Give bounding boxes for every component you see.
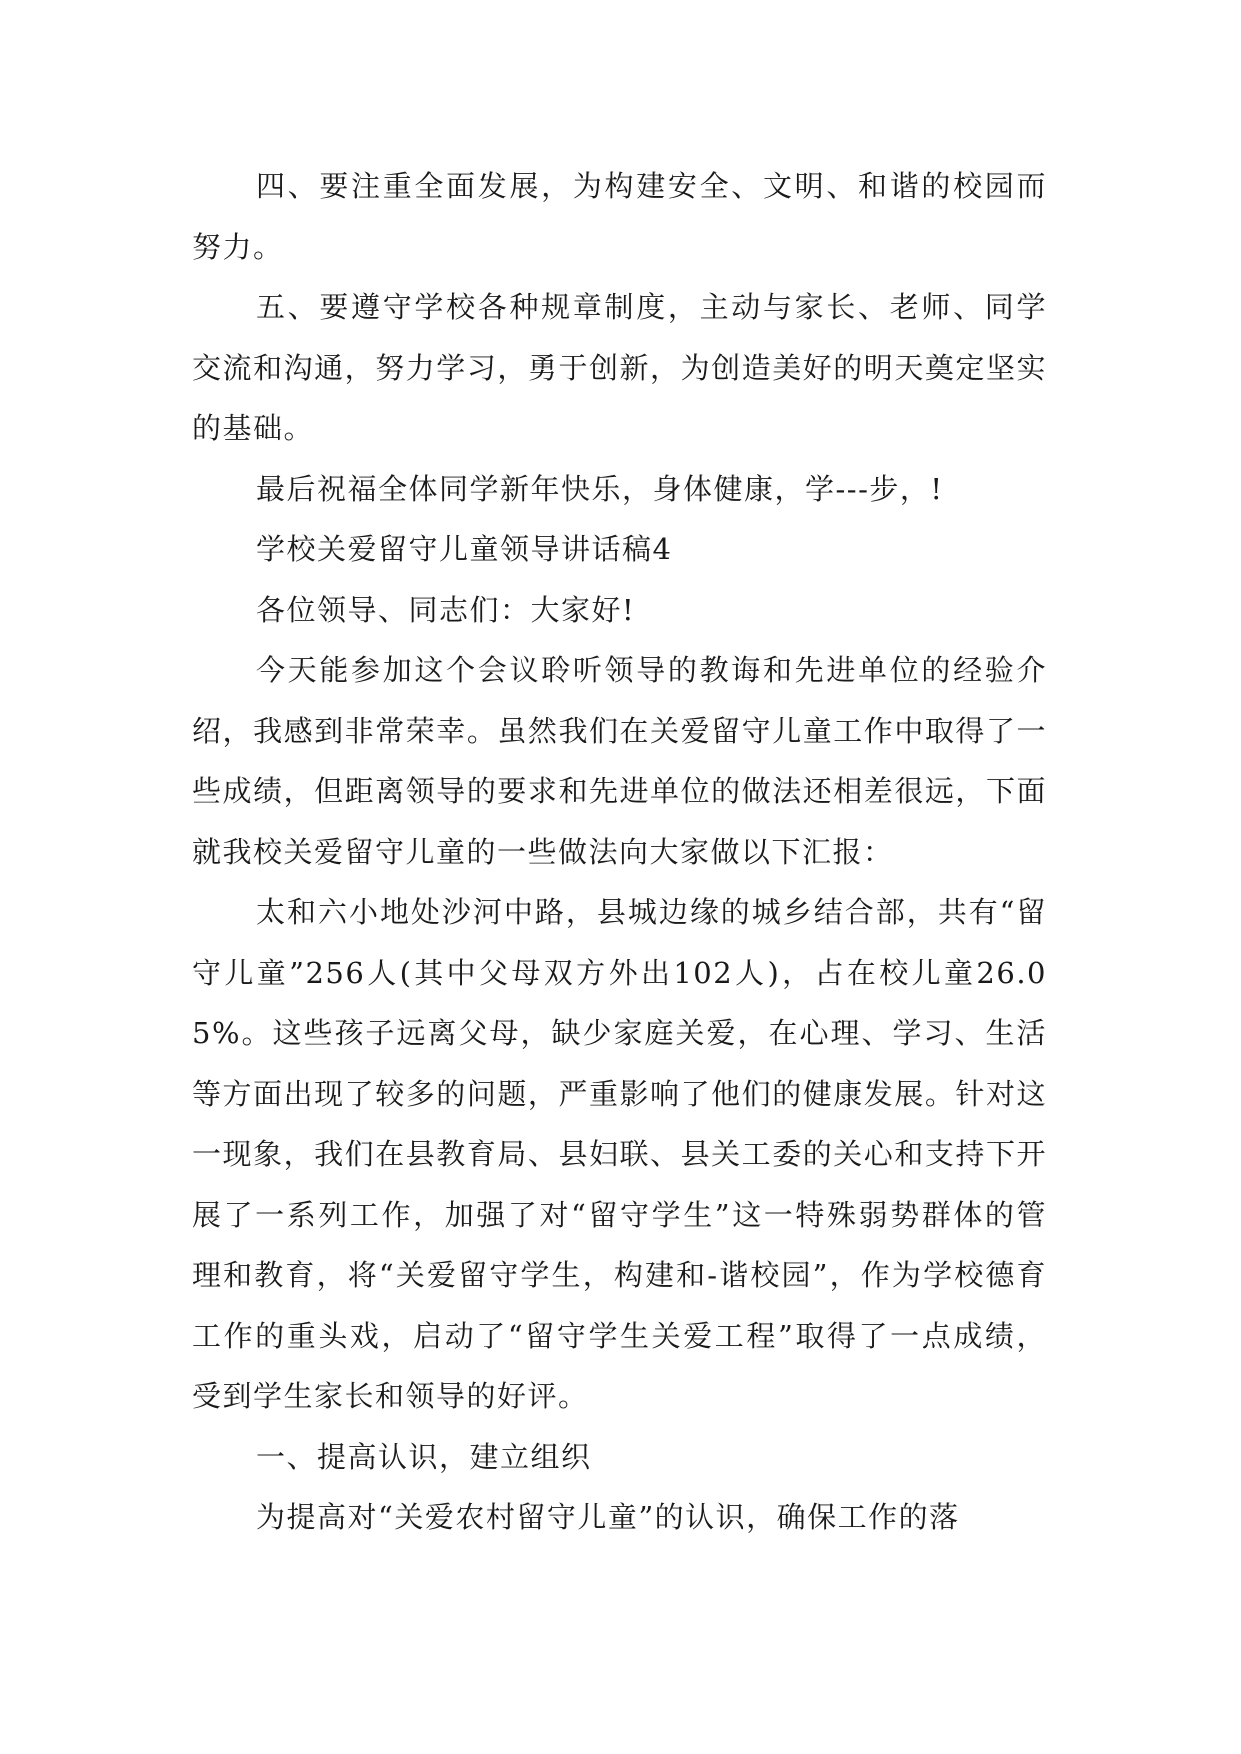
greeting: 各位领导、同志们：大家好! (256, 592, 636, 627)
paragraph-point-four: 四、要注重全面发展，为构建安全、文明、和谐的校园而努力。 (192, 169, 1047, 264)
section-title: 学校关爱留守儿童领导讲话稿4 (256, 532, 673, 566)
paragraph-closing-wishes: 最后祝福全体同学新年快乐，身体健康，学---步，! (256, 471, 944, 506)
subheading-point-one: 一、提高认识，建立组织 (256, 1439, 592, 1474)
paragraph-introduction: 今天能参加这个会议聆听领导的教诲和先进单位的经验介绍，我感到非常荣幸。虽然我们在关爱留守儿童工作中取得了一些成绩，但距离领导的要求和先进单位的做法还相差很远，下面就我校关爱留守儿童的一些做法向大家做以下汇报： (192, 653, 1047, 869)
paragraph-point-one-body: 为提高对“关爱农村留守儿童”的认识，确保工作的落 (256, 1500, 960, 1534)
paragraph-point-five: 五、要遵守学校各种规章制度，主动与家长、老师、同学交流和沟通，努力学习，勇于创新，为创造美好的明天奠定坚实的基础。 (192, 290, 1047, 445)
paragraph-school-background: 太和六小地处沙河中路，县城边缘的城乡结合部，共有“留守儿童”256人(其中父母双方外出102人)，占在校儿童26.05%。这些孩子远离父母，缺少家庭关爱，在心理、学习、生活等方面出现了较多的问题，严重影响了他们的健康发展。针对这一现象，我们在县教育局、县妇联、县关工委的关心和支持下开展了一系列工作，加强了对“留守学生”这一特殊弱势群体的管理和教育，将“关爱留守学生，构建和-谐校园”，作为学校德育工作的重头戏，启动了“留守学生关爱工程”取得了一点成绩，受到学生家长和领导的好评。 (192, 895, 1047, 1413)
document-body (192, 156, 1047, 1548)
